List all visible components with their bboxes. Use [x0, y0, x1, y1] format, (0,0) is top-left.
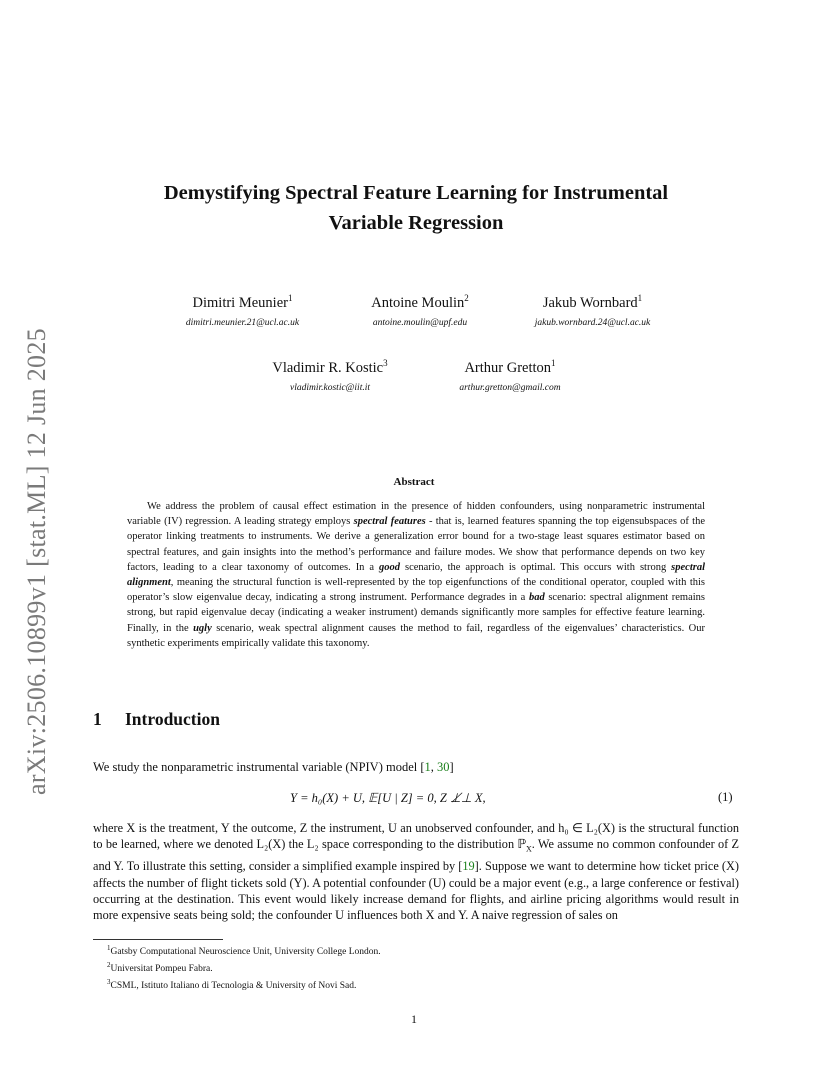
author-name: Vladimir R. Kostic	[272, 359, 384, 376]
affiliation-mark: 1	[637, 293, 643, 303]
affiliation-mark: 2	[464, 293, 469, 303]
section-heading	[93, 709, 220, 730]
body-paragraph: where X is the treatment, Y the outcome, Z the instrument, U an unobserved confounder, and h₀ ∈ L₂(X) is the structural function to be learned, where we denoted L₂(X) the L₂ space corresponding to the distribution ℙ$_X$. We assume no common confounder of Z and Y. To illustrate this setting, consider a simplified example inspired by [19]. Suppose we want to determine how ticket price (X) affects the number of flight tickets sold (Y). A potential confounder (U) could be a major event (e.g., a large conference or festival) occurring at the destination. This event would likely increase demand for flights, and airline pricing algorithms would result in more expensive seats being sold; the confounder U influences both X and Y. A naive regression of sales on	[93, 821, 739, 923]
equation-number: (1)	[718, 790, 733, 804]
author-email[interactable]: jakub.wornbard.24@ucl.ac.uk	[534, 317, 651, 328]
paper-title	[92, 178, 740, 238]
abstract-heading: Abstract	[393, 476, 435, 488]
section-number: 1	[93, 709, 102, 729]
emphasis: spectral alignment	[127, 561, 705, 589]
citation-link[interactable]: 30	[437, 760, 450, 774]
title-line-2: Variable Regression	[328, 212, 504, 234]
author-email[interactable]: antoine.moulin@upf.edu	[372, 317, 468, 328]
citation-link[interactable]: 19	[462, 859, 475, 874]
arxiv-identifier-stamp: arXiv:2506.10899v1 [stat.ML] 12 Jun 2025	[22, 328, 51, 795]
footnote: $^1$Gatsby Computational Neuroscience Unit, University College London.	[107, 944, 381, 958]
author-email[interactable]: vladimir.kostic@iit.it	[290, 382, 370, 393]
author-block	[425, 358, 595, 393]
footnotes	[107, 942, 381, 993]
author-block	[505, 293, 680, 328]
title-line-1: Demystifying Spectral Feature Learning for Instrumental	[163, 182, 669, 204]
footnote: $^2$Universitat Pompeu Fabra.	[107, 961, 213, 975]
footnote: $^3$CSML, Istituto Italiano di Tecnologia & University of Novi Sad.	[107, 978, 357, 992]
equation: Y = h₀(X) + U, 𝔼[U | Z] = 0, Z ⊥̸⊥ X,	[290, 791, 486, 805]
citation-link[interactable]: 1	[424, 760, 431, 774]
abstract-body: We address the problem of causal effect estimation in the presence of hidden confounders, using nonparametric instrumental variable (IV) regression. A leading strategy employs spectral features - that is, learned features spanning the top eigensubspaces of the operator linking treatments to instruments. We derive a generalization error bound for a two-stage least squares estimator based on spectral features, and gain insights into the method’s performance and failure modes. We show that performance depends on two key factors, leading to a clear taxonomy of outcomes. In a good scenario, the approach is optimal. This occurs with strong spectral alignment, meaning the structural function is well-represented by the top eigenfunctions of the conditional operator, coupled with this operator’s slow eigenvalue decay, indicating a strong instrument. Performance degrades in a bad scenario: spectral alignment remains strong, but rapid eigenvalue decay (indicating a weaker instrument) demands significantly more samples for effective feature learning. Finally, in the ugly scenario, weak spectral alignment causes the method to fail, regardless of the eigenvalues’ characteristics. Our synthetic experiments empirically validate this taxonomy.	[127, 501, 706, 649]
intro-sentence: We study the nonparametric instrumental variable (NPIV) model [1, 30]	[93, 760, 454, 774]
page-number: 1	[411, 1012, 417, 1026]
author-name: Jakub Wornbard	[542, 294, 638, 311]
affiliation-mark: 1	[551, 358, 556, 368]
author-email[interactable]: dimitri.meunier.21@ucl.ac.uk	[185, 317, 300, 328]
author-name: Dimitri Meunier	[192, 294, 288, 311]
section-title: Introduction	[125, 709, 220, 729]
author-block	[155, 293, 330, 328]
emphasis: bad	[528, 592, 545, 604]
author-block	[335, 293, 505, 328]
footnote-divider	[93, 939, 223, 940]
emphasis: ugly	[193, 622, 212, 634]
author-name: Antoine Moulin	[371, 294, 465, 311]
author-block	[240, 358, 420, 393]
emphasis: spectral features	[353, 516, 426, 528]
affiliation-mark: 1	[287, 293, 293, 303]
affiliation-mark: 3	[383, 358, 388, 368]
author-email[interactable]: arthur.gretton@gmail.com	[459, 382, 561, 393]
emphasis: good	[379, 561, 401, 573]
author-name: Arthur Gretton	[464, 359, 552, 376]
